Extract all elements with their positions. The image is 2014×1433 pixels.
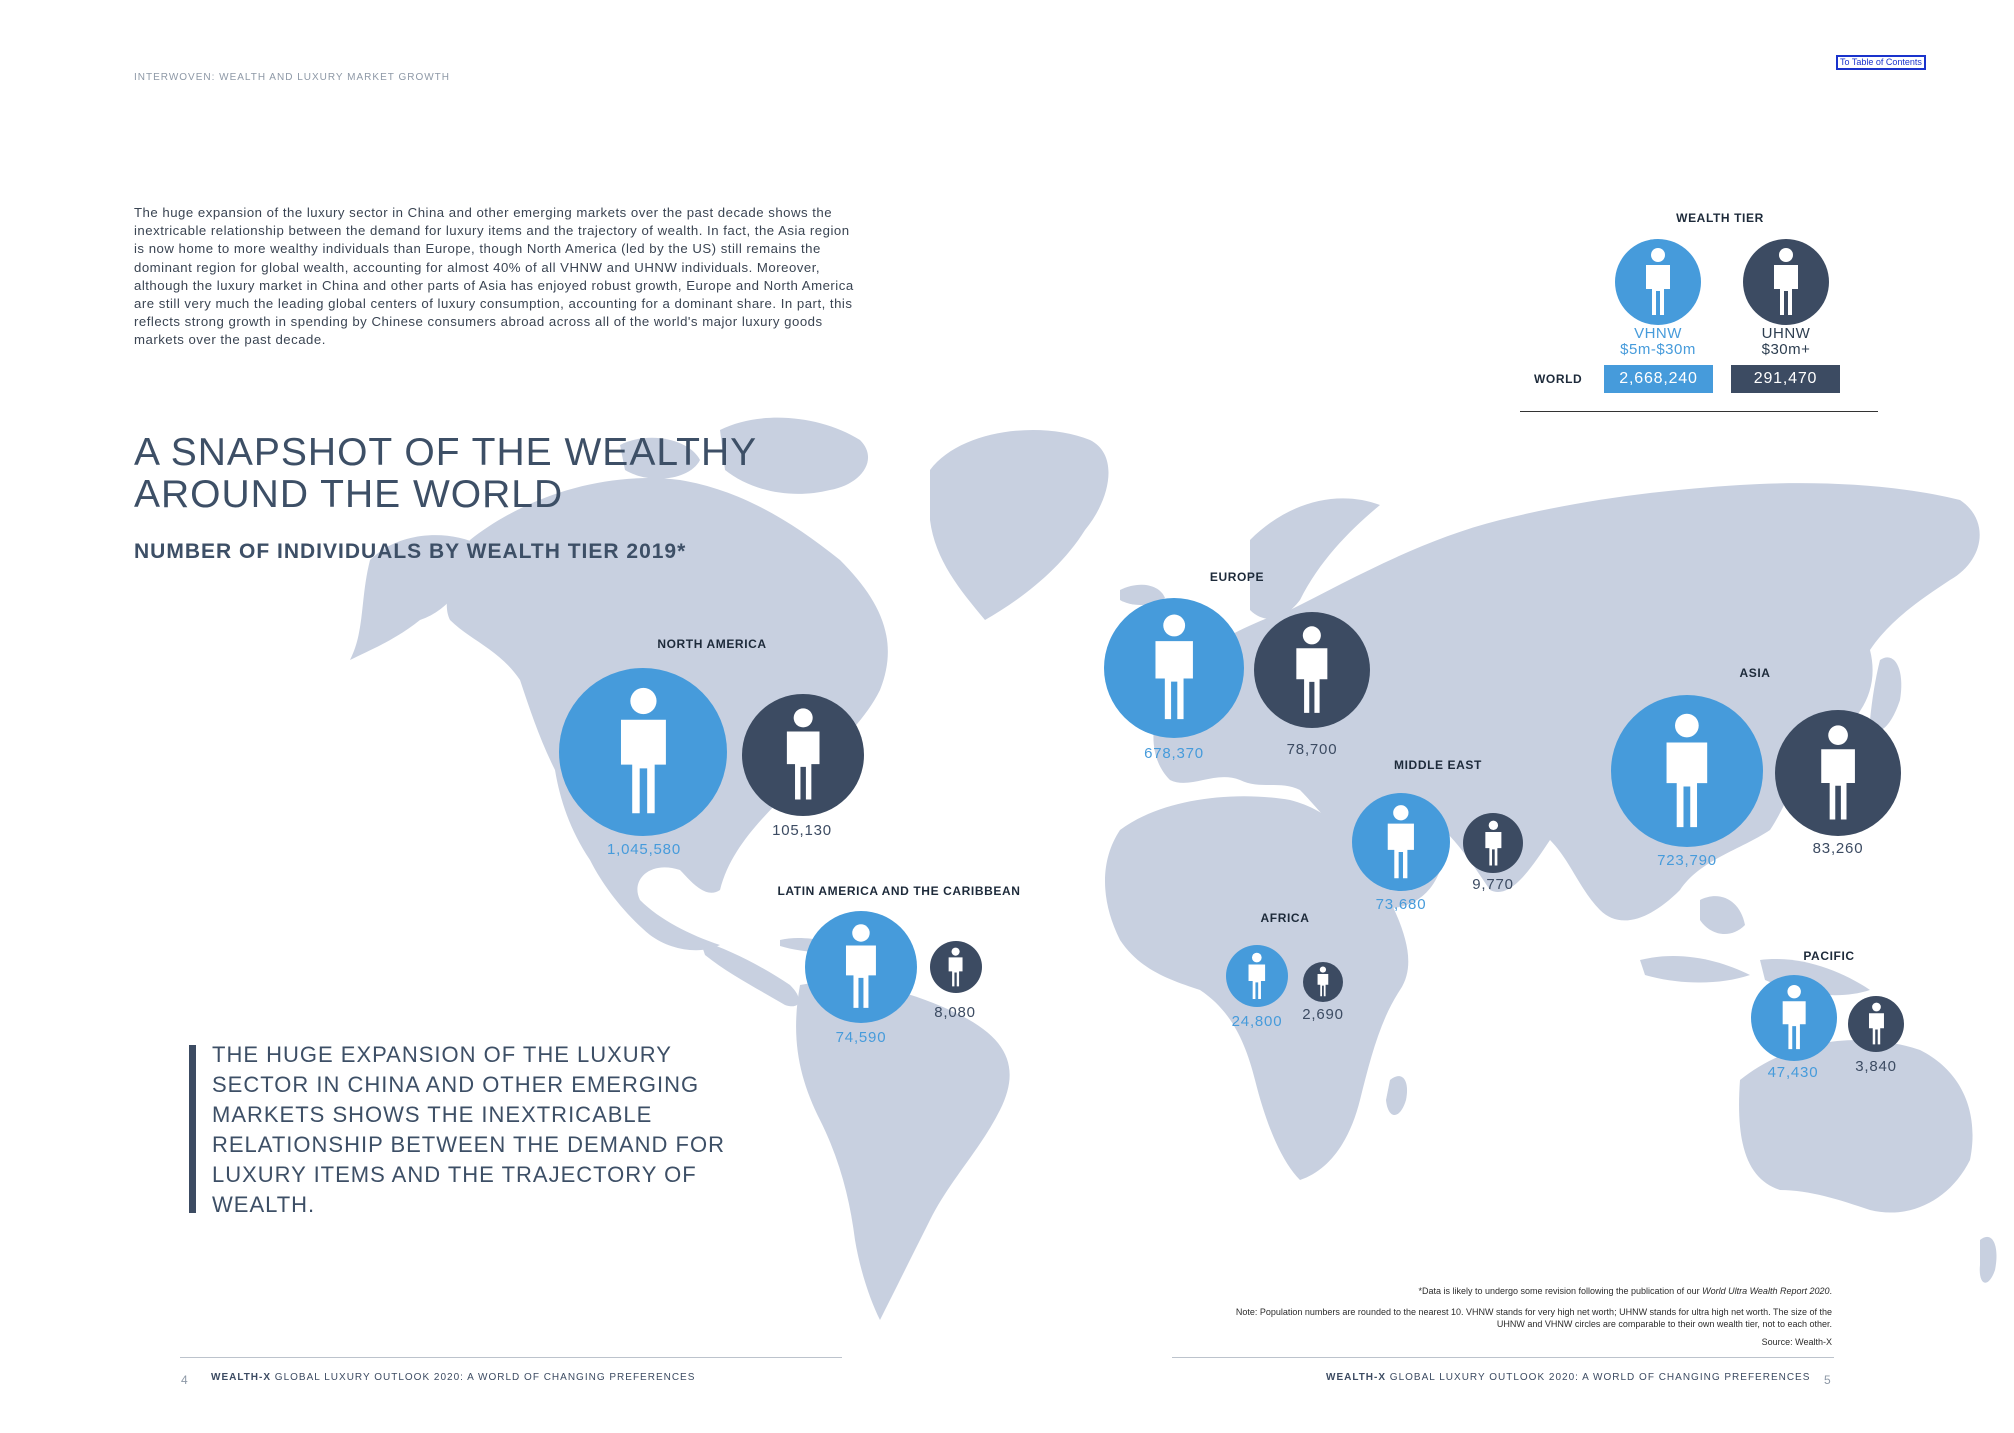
right-page-number: 5 bbox=[1824, 1373, 1831, 1387]
world-vhnw-total: 2,668,240 bbox=[1604, 365, 1713, 393]
middle-east-vhnw-value: 73,680 bbox=[1375, 896, 1427, 913]
north-america-vhnw-value: 1,045,580 bbox=[607, 841, 681, 858]
latin-america-vhnw-circle bbox=[805, 911, 917, 1023]
legend-vhnw-range: $5m-$30m bbox=[1620, 341, 1696, 358]
region-label-asia: ASIA bbox=[1739, 666, 1771, 680]
running-head: INTERWOVEN: WEALTH AND LUXURY MARKET GROWTH bbox=[134, 72, 450, 83]
intro-paragraph: The huge expansion of the luxury sector in China and other emerging markets over the past decade shows the inextricable relationship between the demand for luxury items and the trajectory of wealth. In fact, the Asia region is now home to more wealthy individuals than Europe, though North America (led by the US) still remains the dominant region for global wealth, accounting for almost 40% of all VHNW and UHNW individuals. Moreover, although the luxury market in China and other parts of Asia has enjoyed robust growth, Europe and North America are still very much the leading global centers of luxury consumption, accounting for a dominant share. In part, this reflects strong growth in spending by Chinese consumers abroad across all of the world's major luxury goods markets over the past decade. bbox=[134, 205, 854, 348]
person-figure-icon bbox=[1766, 247, 1806, 317]
middle-east-uhnw-value: 9,770 bbox=[1472, 876, 1514, 893]
pull-quote: THE HUGE EXPANSION OF THE LUXURY SECTOR IN CHINA AND OTHER EMERGING MARKETS SHOWS THE INEXTRICABLE RELATIONSHIP BETWEEN THE DEMAND FOR LUXURY ITEMS AND THE TRAJECTORY OF WEALTH. bbox=[212, 1042, 725, 1217]
page-title-line-1: A SNAPSHOT OF THE WEALTHY bbox=[134, 431, 758, 474]
left-footer-rule bbox=[180, 1357, 842, 1358]
region-label-middle-east: MIDDLE EAST bbox=[1394, 758, 1482, 772]
person-figure-icon bbox=[1864, 1002, 1889, 1046]
middle-east-uhnw-circle bbox=[1463, 813, 1523, 873]
person-figure-icon bbox=[1243, 952, 1271, 1000]
table-of-contents-link[interactable]: To Table of Contents bbox=[1836, 55, 1926, 70]
europe-vhnw-circle bbox=[1104, 598, 1244, 738]
world-label: WORLD bbox=[1534, 372, 1583, 386]
legend-vhnw-circle bbox=[1615, 239, 1701, 325]
right-footer-text bbox=[1326, 1372, 1810, 1383]
latin-america-vhnw-value: 74,590 bbox=[835, 1029, 887, 1046]
africa-uhnw-circle bbox=[1303, 962, 1343, 1002]
quote-bar bbox=[189, 1045, 196, 1213]
left-footer-text bbox=[211, 1372, 695, 1383]
person-figure-icon bbox=[1638, 247, 1678, 317]
asia-vhnw-value: 723,790 bbox=[1657, 852, 1717, 869]
legend-vhnw-name: VHNW bbox=[1634, 325, 1682, 342]
legend-uhnw-name: UHNW bbox=[1761, 325, 1811, 342]
pacific-uhnw-circle bbox=[1848, 996, 1904, 1052]
north-america-vhnw-circle bbox=[559, 668, 727, 836]
latin-america-uhnw-circle bbox=[930, 941, 982, 993]
legend-uhnw-range: $30m+ bbox=[1761, 341, 1811, 358]
europe-uhnw-circle bbox=[1254, 612, 1370, 728]
region-label-north-america: NORTH AMERICA bbox=[657, 637, 767, 651]
middle-east-vhnw-circle bbox=[1352, 793, 1450, 891]
world-uhnw-total: 291,470 bbox=[1731, 365, 1840, 393]
population-note: Note: Population numbers are rounded to the nearest 10. VHNW stands for very high net worth; UHNW stands for ultra high net worth. The size of the UHNW and VHNW circles are comparable to their own wealth tier, not to each other. bbox=[1235, 1307, 1832, 1329]
region-label-europe: EUROPE bbox=[1209, 570, 1265, 584]
chart-subtitle: NUMBER OF INDIVIDUALS BY WEALTH TIER 2019* bbox=[134, 540, 687, 563]
page-title bbox=[134, 432, 757, 516]
person-figure-icon bbox=[836, 923, 886, 1010]
source-note: Source: Wealth-X bbox=[1761, 1337, 1832, 1347]
person-figure-icon bbox=[1379, 804, 1423, 880]
asia-vhnw-circle bbox=[1611, 695, 1763, 847]
person-figure-icon bbox=[1810, 724, 1866, 822]
data-footnote bbox=[1212, 1285, 1832, 1297]
right-footer-rule bbox=[1172, 1357, 1834, 1358]
footer-brand: WEALTH-X bbox=[211, 1372, 272, 1383]
europe-uhnw-value: 78,700 bbox=[1286, 741, 1338, 758]
pacific-vhnw-value: 47,430 bbox=[1767, 1064, 1819, 1081]
region-label-africa: AFRICA bbox=[1260, 911, 1310, 925]
latin-america-uhnw-value: 8,080 bbox=[934, 1004, 976, 1021]
footnote-suffix: . bbox=[1829, 1286, 1832, 1296]
person-figure-icon bbox=[1775, 984, 1813, 1051]
person-figure-icon bbox=[1143, 613, 1205, 722]
person-figure-icon bbox=[1480, 820, 1507, 867]
pacific-uhnw-value: 3,840 bbox=[1855, 1058, 1897, 1075]
footnote-report-title: World Ultra Wealth Report 2020 bbox=[1702, 1286, 1830, 1296]
africa-vhnw-circle bbox=[1226, 945, 1288, 1007]
asia-uhnw-value: 83,260 bbox=[1812, 840, 1864, 857]
legend-vhnw-label bbox=[1620, 326, 1696, 358]
region-label-latin-america: LATIN AMERICA AND THE CARIBBEAN bbox=[777, 884, 1021, 898]
pacific-vhnw-circle bbox=[1751, 975, 1837, 1061]
left-page-number: 4 bbox=[181, 1373, 188, 1387]
north-america-uhnw-value: 105,130 bbox=[772, 822, 832, 839]
africa-uhnw-value: 2,690 bbox=[1302, 1006, 1344, 1023]
footer-title: GLOBAL LUXURY OUTLOOK 2020: A WORLD OF CHANGING PREFERENCES bbox=[1386, 1372, 1811, 1383]
region-label-pacific: PACIFIC bbox=[1803, 949, 1855, 963]
legend-divider bbox=[1520, 411, 1878, 412]
footer-title: GLOBAL LUXURY OUTLOOK 2020: A WORLD OF CHANGING PREFERENCES bbox=[271, 1372, 696, 1383]
asia-uhnw-circle bbox=[1775, 710, 1901, 836]
person-figure-icon bbox=[1286, 625, 1338, 715]
person-figure-icon bbox=[776, 707, 830, 802]
page-title-line-2: AROUND THE WORLD bbox=[134, 473, 564, 516]
person-figure-icon bbox=[1653, 712, 1721, 831]
europe-vhnw-value: 678,370 bbox=[1144, 745, 1204, 762]
legend-title: WEALTH TIER bbox=[1676, 211, 1764, 225]
north-america-uhnw-circle bbox=[742, 694, 864, 816]
africa-vhnw-value: 24,800 bbox=[1231, 1013, 1283, 1030]
person-figure-icon bbox=[944, 947, 967, 988]
legend-uhnw-label bbox=[1762, 326, 1811, 358]
legend-uhnw-circle bbox=[1743, 239, 1829, 325]
person-figure-icon bbox=[606, 686, 681, 817]
footnote-prefix: *Data is likely to undergo some revision following the publication of our bbox=[1418, 1286, 1703, 1296]
footer-brand: WEALTH-X bbox=[1326, 1372, 1387, 1383]
person-figure-icon bbox=[1314, 966, 1332, 997]
